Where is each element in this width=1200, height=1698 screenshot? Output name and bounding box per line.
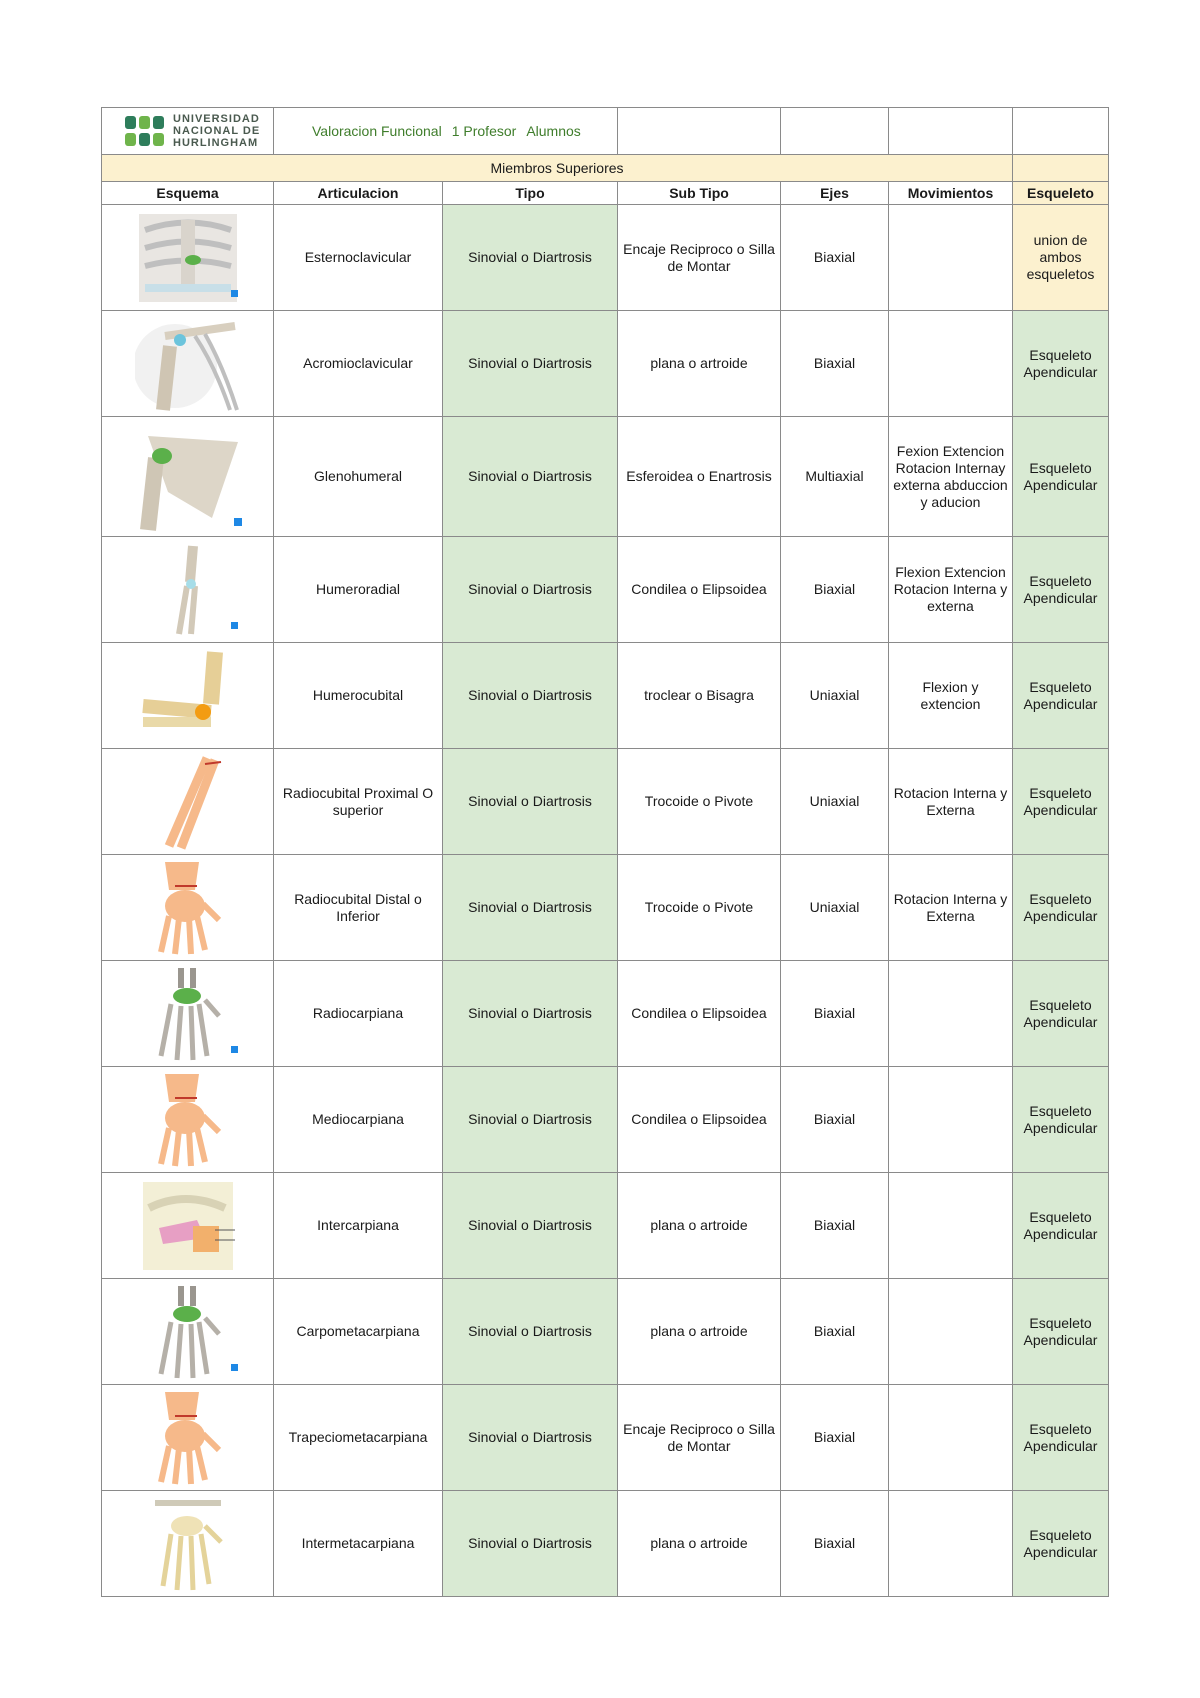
cell-tipo: Sinovial o Diartrosis xyxy=(443,643,618,749)
joint-illustration xyxy=(102,1279,274,1385)
cell-subtipo: troclear o Bisagra xyxy=(618,643,781,749)
cell-movimientos xyxy=(889,1385,1013,1491)
cell-movimientos xyxy=(889,205,1013,311)
cell-subtipo: Esferoidea o Enartrosis xyxy=(618,417,781,537)
column-header-row xyxy=(102,182,1109,205)
cell-esqueleto: Esqueleto Apendicular xyxy=(1013,961,1109,1067)
joint-illustration xyxy=(102,855,274,961)
cell-subtipo: plana o artroide xyxy=(618,1279,781,1385)
table-row xyxy=(102,855,1109,961)
cell-movimientos xyxy=(889,1173,1013,1279)
cell-subtipo: Condilea o Elipsoidea xyxy=(618,1067,781,1173)
empty-header-cell xyxy=(781,108,889,155)
cell-tipo: Sinovial o Diartrosis xyxy=(443,537,618,643)
cell-tipo: Sinovial o Diartrosis xyxy=(443,1173,618,1279)
joint-illustration xyxy=(102,749,274,855)
hand-illustration-icon xyxy=(135,1390,241,1486)
university-name: UNIVERSIDAD NACIONAL DE HURLINGHAM xyxy=(173,113,261,149)
table-body xyxy=(102,205,1109,1597)
cell-ejes: Biaxial xyxy=(781,205,889,311)
hand-illustration-icon xyxy=(135,860,241,956)
table-row xyxy=(102,1279,1109,1385)
table-row xyxy=(102,1491,1109,1597)
table-row xyxy=(102,1067,1109,1173)
cell-articulacion: Radiocarpiana xyxy=(274,961,443,1067)
cell-movimientos: Flexion Extencion Rotacion Interna y externa xyxy=(889,537,1013,643)
cell-movimientos: Rotacion Interna y Externa xyxy=(889,749,1013,855)
cell-esqueleto: Esqueleto Apendicular xyxy=(1013,749,1109,855)
cell-tipo: Sinovial o Diartrosis xyxy=(443,1385,618,1491)
table-row xyxy=(102,1173,1109,1279)
cell-tipo: Sinovial o Diartrosis xyxy=(443,1279,618,1385)
joint-illustration xyxy=(102,643,274,749)
cell-tipo: Sinovial o Diartrosis xyxy=(443,1491,618,1597)
group-empty xyxy=(1013,155,1109,182)
table-row xyxy=(102,961,1109,1067)
cell-movimientos xyxy=(889,311,1013,417)
cell-subtipo: plana o artroide xyxy=(618,311,781,417)
col-tipo: Tipo xyxy=(443,182,618,205)
joint-illustration xyxy=(102,961,274,1067)
cell-articulacion: Acromioclavicular xyxy=(274,311,443,417)
cell-ejes: Biaxial xyxy=(781,1385,889,1491)
humeroradial-illustration-icon xyxy=(135,542,241,638)
humerocubital-illustration-icon xyxy=(135,648,241,744)
cell-ejes: Biaxial xyxy=(781,1067,889,1173)
upper-limb-joints-table xyxy=(101,107,1109,1597)
cell-tipo: Sinovial o Diartrosis xyxy=(443,855,618,961)
cell-ejes: Multiaxial xyxy=(781,417,889,537)
cell-esqueleto: Esqueleto Apendicular xyxy=(1013,1279,1109,1385)
cell-esqueleto: Esqueleto Apendicular xyxy=(1013,643,1109,749)
joint-illustration xyxy=(102,311,274,417)
cell-esqueleto: union de ambos esqueletos xyxy=(1013,205,1109,311)
joint-illustration xyxy=(102,205,274,311)
forearm-illustration-icon xyxy=(135,754,241,850)
cell-ejes: Uniaxial xyxy=(781,749,889,855)
cell-movimientos xyxy=(889,1491,1013,1597)
group-title: Miembros Superiores xyxy=(102,155,1013,182)
cell-esqueleto: Esqueleto Apendicular xyxy=(1013,537,1109,643)
cell-articulacion: Humeroradial xyxy=(274,537,443,643)
cell-esqueleto: Esqueleto Apendicular xyxy=(1013,1491,1109,1597)
cell-tipo: Sinovial o Diartrosis xyxy=(443,961,618,1067)
cell-subtipo: plana o artroide xyxy=(618,1173,781,1279)
joint-illustration xyxy=(102,1385,274,1491)
joint-illustration xyxy=(102,417,274,537)
cell-esqueleto: Esqueleto Apendicular xyxy=(1013,1067,1109,1173)
cell-movimientos xyxy=(889,1067,1013,1173)
header-row xyxy=(102,108,1109,155)
cell-tipo: Sinovial o Diartrosis xyxy=(443,749,618,855)
cell-articulacion: Intermetacarpiana xyxy=(274,1491,443,1597)
cell-esqueleto: Esqueleto Apendicular xyxy=(1013,417,1109,537)
empty-header-cell xyxy=(618,108,781,155)
document-title: Valoracion Funcional 1 Profesor Alumnos xyxy=(274,108,618,155)
cell-subtipo: Encaje Reciproco o Silla de Montar xyxy=(618,1385,781,1491)
cell-ejes: Biaxial xyxy=(781,961,889,1067)
cell-movimientos: Flexion y extencion xyxy=(889,643,1013,749)
cell-ejes: Biaxial xyxy=(781,537,889,643)
table-row xyxy=(102,1385,1109,1491)
logo-cell xyxy=(102,108,274,155)
col-esquema: Esquema xyxy=(102,182,274,205)
cell-articulacion: Trapeciometacarpiana xyxy=(274,1385,443,1491)
hand-illustration-icon xyxy=(135,1072,241,1168)
col-movimientos: Movimientos xyxy=(889,182,1013,205)
cell-esqueleto: Esqueleto Apendicular xyxy=(1013,311,1109,417)
cell-ejes: Biaxial xyxy=(781,1173,889,1279)
cell-subtipo: plana o artroide xyxy=(618,1491,781,1597)
cell-articulacion: Radiocubital Distal o Inferior xyxy=(274,855,443,961)
cell-esqueleto: Esqueleto Apendicular xyxy=(1013,1173,1109,1279)
table-row xyxy=(102,749,1109,855)
university-logo-icon xyxy=(125,114,165,148)
cell-ejes: Uniaxial xyxy=(781,855,889,961)
glenohumeral-illustration-icon xyxy=(128,422,248,532)
cell-subtipo: Encaje Reciproco o Silla de Montar xyxy=(618,205,781,311)
col-ejes: Ejes xyxy=(781,182,889,205)
cell-subtipo: Condilea o Elipsoidea xyxy=(618,537,781,643)
joint-illustration xyxy=(102,1067,274,1173)
cell-articulacion: Intercarpiana xyxy=(274,1173,443,1279)
acromioclavicular-illustration-icon xyxy=(135,316,241,412)
table-row xyxy=(102,205,1109,311)
table-row xyxy=(102,537,1109,643)
cell-tipo: Sinovial o Diartrosis xyxy=(443,1067,618,1173)
col-subtipo: Sub Tipo xyxy=(618,182,781,205)
cell-subtipo: Trocoide o Pivote xyxy=(618,749,781,855)
cell-tipo: Sinovial o Diartrosis xyxy=(443,417,618,537)
hand-bones-light-illustration-icon xyxy=(135,1496,241,1592)
joint-illustration xyxy=(102,1173,274,1279)
cell-articulacion: Humerocubital xyxy=(274,643,443,749)
joint-illustration xyxy=(102,537,274,643)
cell-articulacion: Radiocubital Proximal O superior xyxy=(274,749,443,855)
hand-skeleton-illustration-icon xyxy=(135,966,241,1062)
cell-movimientos xyxy=(889,961,1013,1067)
table-row xyxy=(102,417,1109,537)
cell-articulacion: Carpometacarpiana xyxy=(274,1279,443,1385)
cell-esqueleto: Esqueleto Apendicular xyxy=(1013,1385,1109,1491)
cell-ejes: Biaxial xyxy=(781,1491,889,1597)
cell-movimientos: Rotacion Interna y Externa xyxy=(889,855,1013,961)
cell-subtipo: Trocoide o Pivote xyxy=(618,855,781,961)
cell-tipo: Sinovial o Diartrosis xyxy=(443,311,618,417)
cell-movimientos xyxy=(889,1279,1013,1385)
cell-ejes: Biaxial xyxy=(781,311,889,417)
carpal-bones-illustration-icon xyxy=(135,1178,241,1274)
cell-articulacion: Esternoclavicular xyxy=(274,205,443,311)
cell-ejes: Uniaxial xyxy=(781,643,889,749)
joint-illustration xyxy=(102,1491,274,1597)
cell-ejes: Biaxial xyxy=(781,1279,889,1385)
col-esqueleto: Esqueleto xyxy=(1013,182,1109,205)
cell-movimientos: Fexion Extencion Rotacion Internay externa abduccion y aducion xyxy=(889,417,1013,537)
table-row xyxy=(102,643,1109,749)
cell-articulacion: Glenohumeral xyxy=(274,417,443,537)
hand-skeleton-illustration-icon xyxy=(135,1284,241,1380)
cell-articulacion: Mediocarpiana xyxy=(274,1067,443,1173)
cell-esqueleto: Esqueleto Apendicular xyxy=(1013,855,1109,961)
sternoclavicular-illustration-icon xyxy=(135,210,241,306)
col-articulacion: Articulacion xyxy=(274,182,443,205)
empty-header-cell xyxy=(1013,108,1109,155)
cell-subtipo: Condilea o Elipsoidea xyxy=(618,961,781,1067)
table-row xyxy=(102,311,1109,417)
empty-header-cell xyxy=(889,108,1013,155)
cell-tipo: Sinovial o Diartrosis xyxy=(443,205,618,311)
group-row xyxy=(102,155,1109,182)
